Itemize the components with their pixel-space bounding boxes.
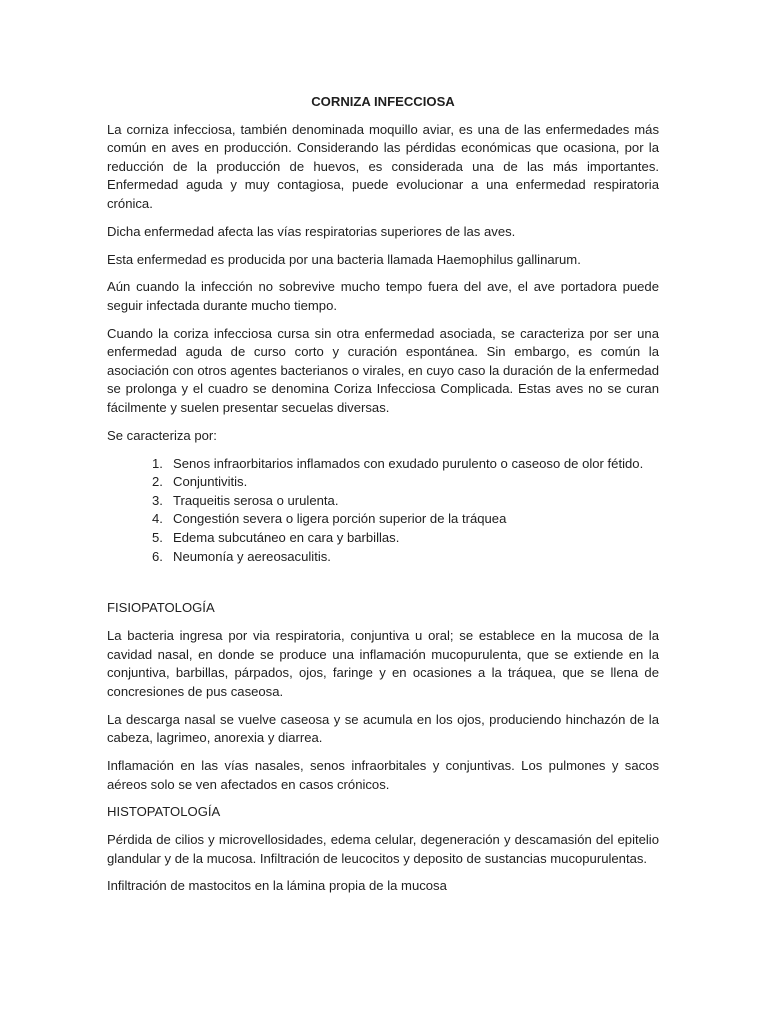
list-item-number: 5.	[152, 530, 163, 545]
intro-paragraph-3: Esta enfermedad es producida por una bacteria llamada Haemophilus gallinarum.	[107, 251, 581, 267]
list-item-text: Edema subcutáneo en cara y barbillas.	[173, 530, 400, 545]
histopatologia-paragraph-1: Pérdida de cilios y microvellosidades, edema celular, degeneración y descamasión del epitelio glandular y de la mucosa. Infiltración de leucocitos y deposito de sustancias mucopurulentas.	[107, 832, 659, 866]
fisiopatologia-paragraph-2: La descarga nasal se vuelve caseosa y se acumula en los ojos, produciendo hinchazón de la cabeza, lagrimeo, anorexia y diarrea.	[107, 711, 659, 746]
list-item-text: Neumonía y aereosaculitis.	[173, 548, 331, 564]
fisiopatologia-paragraph-3: Inflamación en las vías nasales, senos infraorbitales y conjuntivas. Los pulmones y sacos aéreos solo se ven afectados en casos crónicos.	[107, 757, 659, 792]
list-item-text: Senos infraorbitarios inflamados con exudado purulento o caseoso de olor fétido.	[173, 455, 644, 471]
list-item	[107, 473, 659, 492]
list-item-text: Conjuntivitis.	[173, 474, 248, 490]
document-title: CORNIZA INFECCIOSA	[311, 94, 455, 109]
list-item-text: Traqueitis serosa o urulenta.	[173, 492, 339, 508]
intro-paragraph-5: Cuando la coriza infecciosa cursa sin otra enfermedad asociada, se caracteriza por ser una enfermedad aguda de curso corto y curación espontánea. Sin embargo, es común la asociación con otros agentes bacterianos o virales, en cuyo caso la duración de la enfermedad se prolonga y el cuadro se denomina Coriza Infecciosa Complicada. Estas aves no se curan fácilmente y suelen presentar secuelas diversas.	[107, 325, 659, 416]
intro-paragraph-2: Dicha enfermedad afecta las vías respiratorias superiores de las aves.	[107, 223, 516, 239]
fisiopatologia-heading: FISIOPATOLOGÍA	[107, 600, 215, 616]
list-item	[107, 548, 659, 567]
list-item-text: Congestión severa o ligera porción superior de la tráquea	[173, 511, 507, 527]
intro-paragraph-1: La corniza infecciosa, también denominada moquillo aviar, es una de las enfermedades más común en aves en producción. Considerando las pérdidas económicas que ocasiona, por la reducción de la producción de huevos, es considerada una de las más importantes. Enfermedad aguda y muy contagiosa, puede evolucionar a una enfermedad respiratoria crónica.	[107, 121, 659, 211]
histopatologia-paragraph-2: Infiltración de mastocitos en la lámina propia de la mucosa	[107, 878, 447, 894]
list-item-number: 3.	[152, 492, 163, 508]
list-item	[107, 529, 659, 548]
fisiopatologia-paragraph-1: La bacteria ingresa por via respiratoria, conjuntiva u oral; se establece en la mucosa de la cavidad nasal, en donde se produce una inflamación mucopurulenta, que se extiende en la conjuntiva, barbillas, párpados, ojos, faringe y en ocasiones a la tráquea, que se llena de concresiones de pus caseosa.	[107, 627, 659, 699]
histopatologia-heading: HISTOPATOLOGÍA	[107, 804, 221, 820]
intro-paragraph-4: Aún cuando la infección no sobrevive mucho tempo fuera del ave, el ave portadora puede seguir infectada durante mucho tiempo.	[107, 279, 659, 313]
list-item-number: 1.	[152, 455, 163, 471]
list-item-number: 2.	[152, 474, 163, 490]
list-item-number: 6.	[152, 548, 163, 564]
section-spacer	[107, 566, 659, 599]
characteristics-lead: Se caracteriza por:	[107, 427, 217, 443]
list-item	[107, 492, 659, 511]
list-item-number: 4.	[152, 511, 163, 527]
list-item	[107, 510, 659, 529]
list-item	[107, 455, 659, 474]
document-body	[107, 93, 659, 905]
characteristics-list	[107, 455, 659, 567]
